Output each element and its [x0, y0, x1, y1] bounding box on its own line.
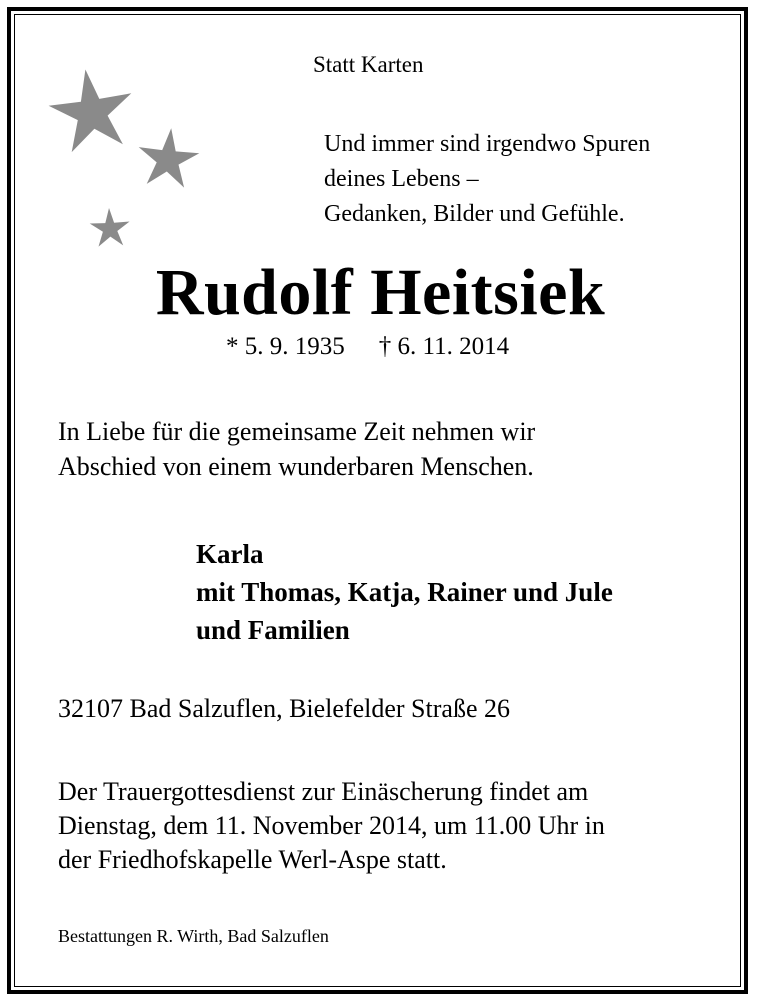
star-icon [49, 70, 132, 153]
mourner-line: Karla [196, 539, 264, 569]
mourner-line: mit Thomas, Katja, Rainer und Jule [196, 577, 613, 607]
message-line: In Liebe für die gemeinsame Zeit nehmen wir [58, 417, 536, 446]
quote-line: Gedanken, Bilder und Gefühle. [324, 201, 625, 227]
death-date: † 6. 11. 2014 [378, 333, 510, 360]
service-details [58, 775, 605, 877]
quote-line: deines Lebens – [324, 166, 479, 192]
family-address: 32107 Bad Salzuflen, Bielefelder Straße 26 [58, 694, 510, 723]
deceased-name: Rudolf Heitsiek [155, 256, 606, 329]
mourners-list [196, 535, 613, 649]
mourner-line: und Familien [196, 615, 350, 645]
service-line: Der Trauergottesdienst zur Einäscherung findet am [58, 777, 589, 806]
memorial-quote [324, 127, 650, 232]
star-icon [139, 128, 200, 187]
statt-karten-heading: Statt Karten [313, 52, 424, 77]
undertaker-credit: Bestattungen R. Wirth, Bad Salzuflen [58, 926, 329, 946]
quote-line: Und immer sind irgendwo Spuren [324, 131, 651, 157]
service-line: der Friedhofskapelle Werl-Aspe statt. [58, 845, 447, 874]
star-icon [90, 208, 130, 247]
life-dates [226, 333, 509, 361]
farewell-message [58, 414, 535, 484]
message-line: Abschied von einem wunderbaren Menschen. [58, 452, 534, 481]
service-line: Dienstag, dem 11. November 2014, um 11.00 Uhr in [58, 811, 605, 840]
birth-date: * 5. 9. 1935 [226, 333, 345, 360]
